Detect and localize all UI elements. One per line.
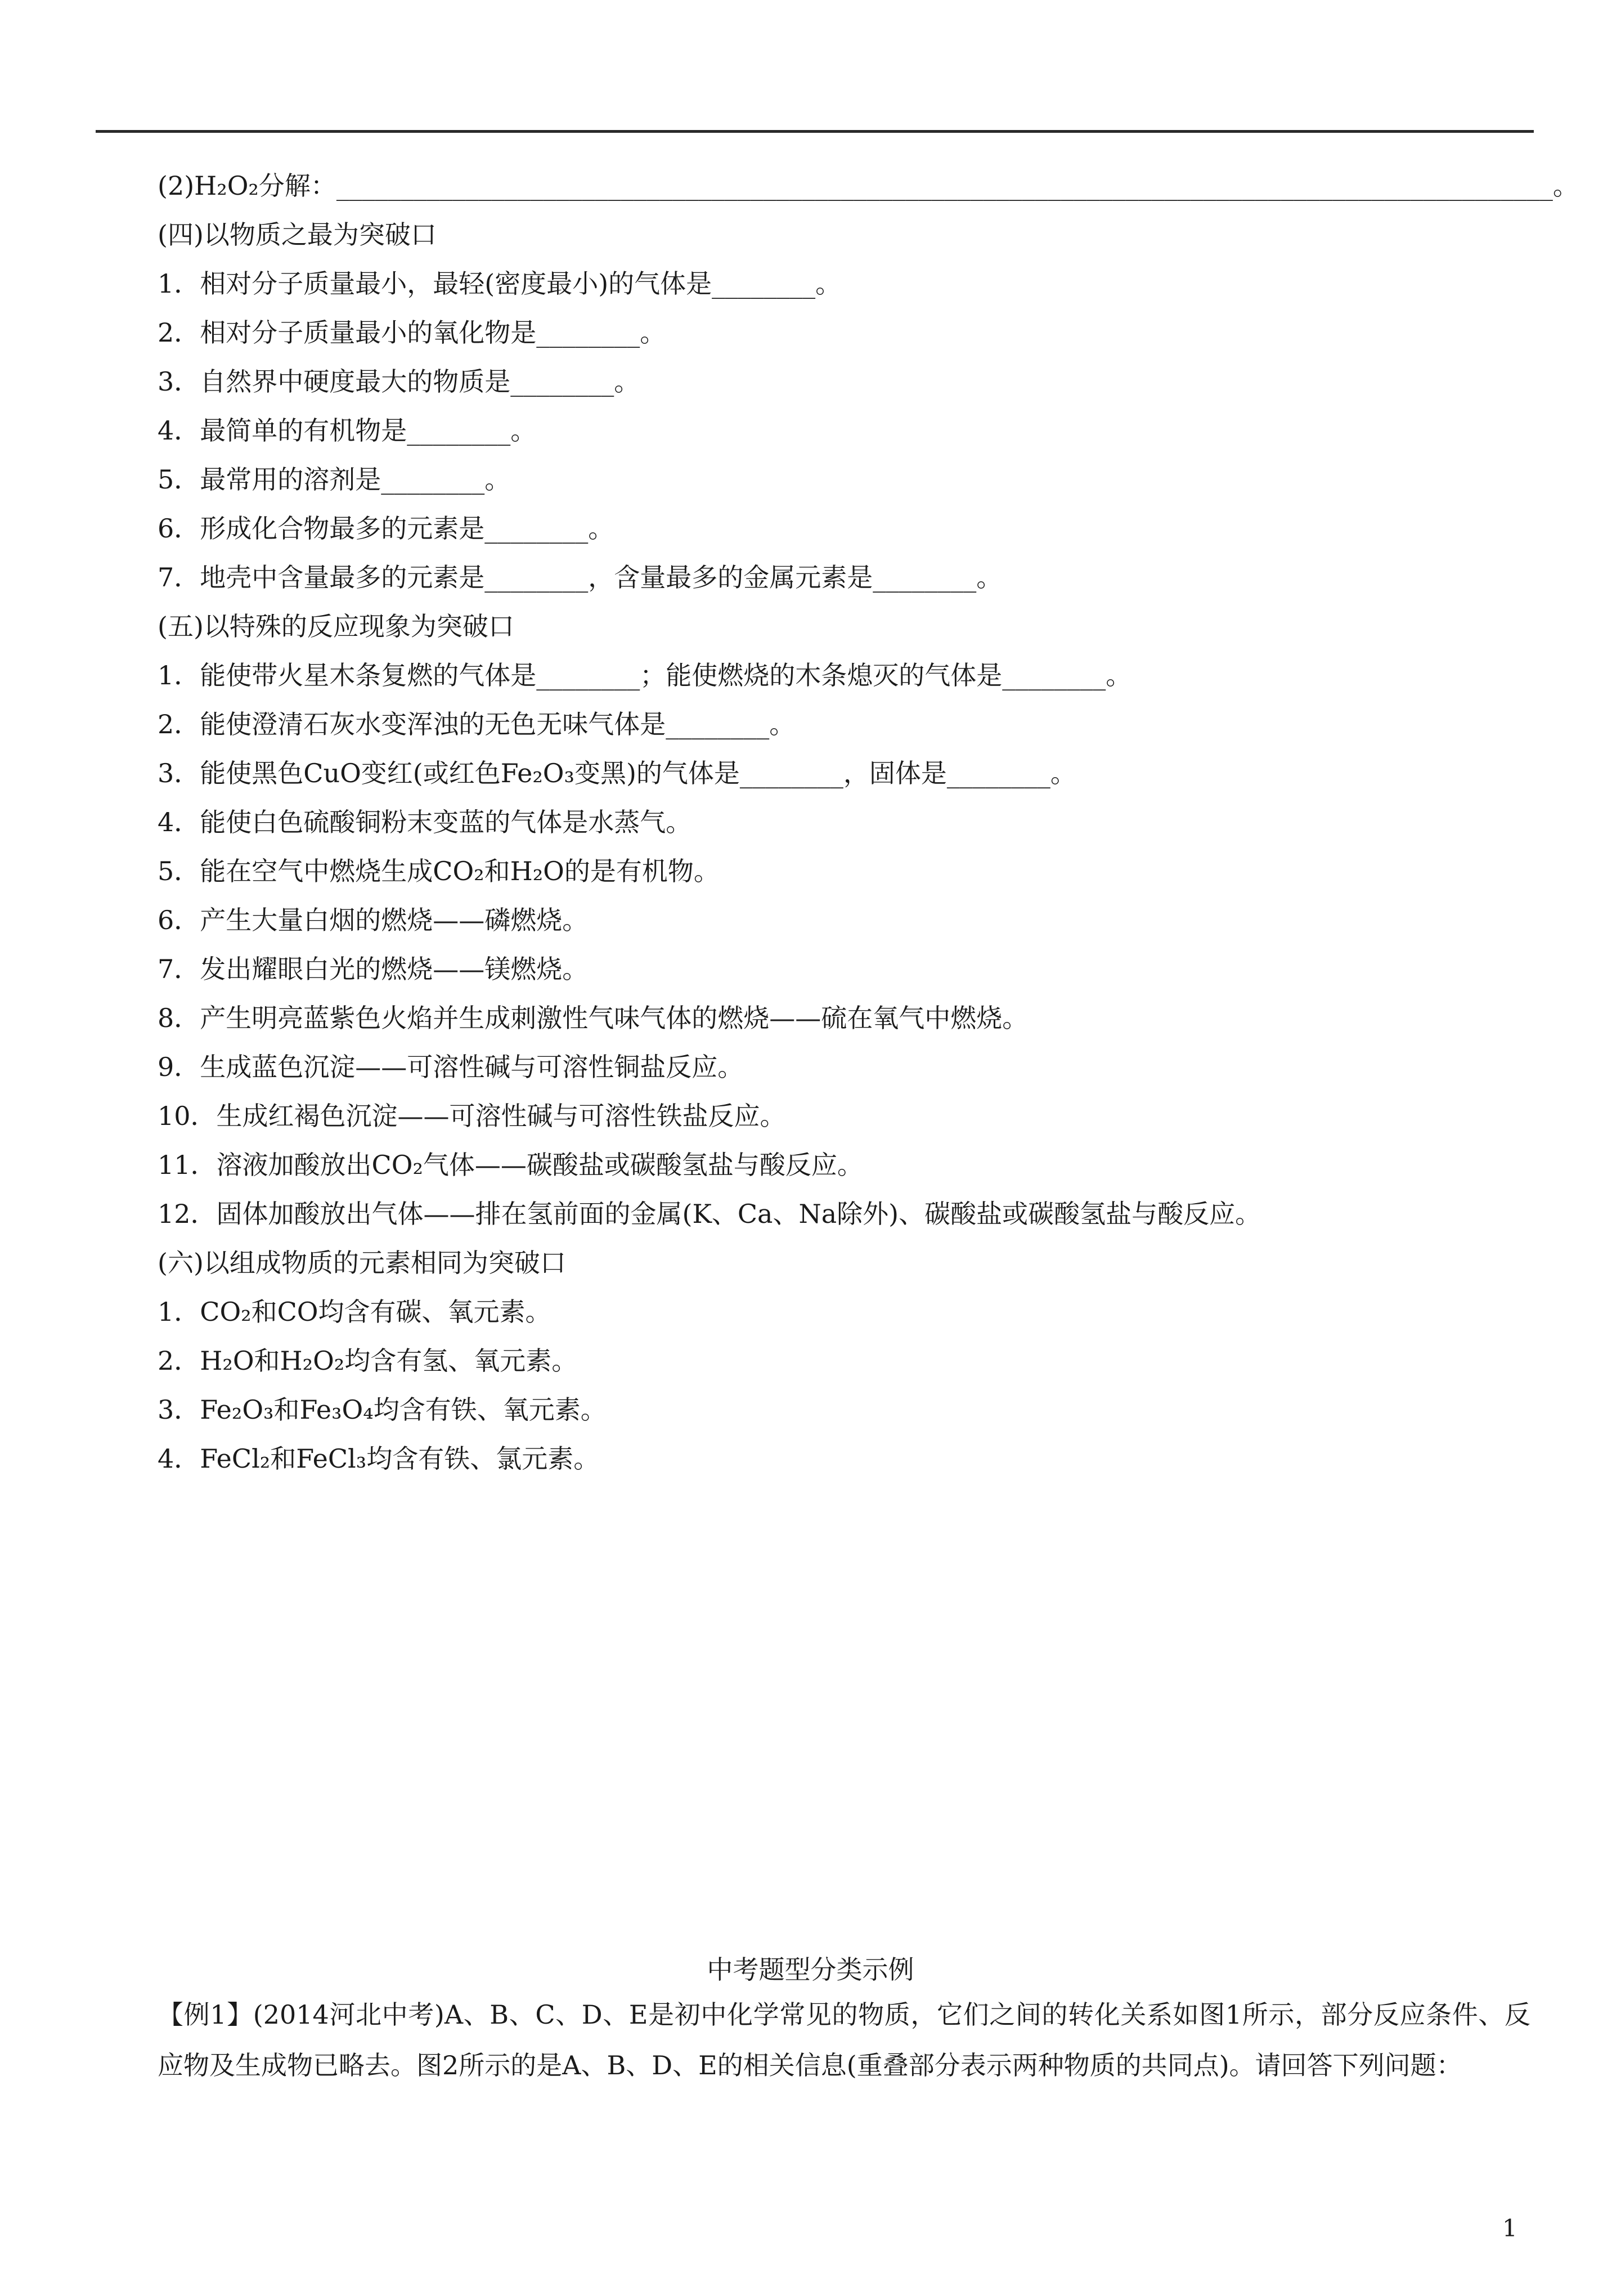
list-item: 8．产生明亮蓝紫色火焰并生成刺激性气味气体的燃烧——硫在氧气中燃烧。 xyxy=(158,1003,1029,1033)
list-item: 4．最简单的有机物是________。 xyxy=(158,415,537,446)
list-item: 3．Fe₂O₃和Fe₃O₄均含有铁、氧元素。 xyxy=(158,1394,607,1425)
list-item: 2．能使澄清石灰水变浑浊的无色无味气体是________。 xyxy=(158,709,796,739)
list-item: 10．生成红褐色沉淀——可溶性碱与可溶性铁盐反应。 xyxy=(158,1101,786,1131)
page-number: 1 xyxy=(1502,2214,1517,2242)
list-item: 4．FeCl₂和FeCl₃均含有铁、氯元素。 xyxy=(158,1443,600,1474)
list-item: 1．能使带火星木条复燃的气体是________；能使燃烧的木条熄灭的气体是________。 xyxy=(158,660,1132,690)
list-item: 6．形成化合物最多的元素是________。 xyxy=(158,513,614,544)
list-item: 3．能使黑色CuO变红(或红色Fe₂O₃变黑)的气体是________，固体是________。 xyxy=(158,758,1076,788)
list-item: 7．发出耀眼白光的燃烧——镁燃烧。 xyxy=(158,954,589,984)
section-heading: (六)以组成物质的元素相同为突破口 xyxy=(158,1248,566,1278)
list-item: 2．H₂O和H₂O₂均含有氢、氧元素。 xyxy=(158,1346,578,1376)
section-heading: (四)以物质之最为突破口 xyxy=(158,219,437,250)
list-item: 1．相对分子质量最小，最轻(密度最小)的气体是________。 xyxy=(158,268,842,299)
header-rule xyxy=(96,130,1534,133)
section-heading: (五)以特殊的反应现象为突破口 xyxy=(158,611,514,642)
list-item: 6．产生大量白烟的燃烧——磷燃烧。 xyxy=(158,905,589,935)
list-item: 3．自然界中硬度最大的物质是________。 xyxy=(158,366,640,397)
list-item: 1．CO₂和CO均含有碳、氧元素。 xyxy=(158,1297,551,1327)
list-item: 5．最常用的溶剂是________。 xyxy=(158,464,511,495)
example-paragraph: 【例1】(2014河北中考)A、B、C、D、E是初中化学常见的物质，它们之间的转化关系如图1所示，部分反应条件、反应物及生成物已略去。图2所示的是A、B、D、E的相关信息(重叠部分表示两种物质的共同点)。请回答下列问题： xyxy=(158,1999,1530,2080)
list-item: 12．固体加酸放出气体——排在氢前面的金属(K、Ca、Na除外)、碳酸盐或碳酸氢盐与酸反应。 xyxy=(158,1199,1261,1229)
list-item: 9．生成蓝色沉淀——可溶性碱与可溶性铜盐反应。 xyxy=(158,1052,744,1082)
text-line: (2)H₂O₂分解：______________________________________________________________________________________________。 xyxy=(158,171,1579,201)
list-item: 5．能在空气中燃烧生成CO₂和H₂O的是有机物。 xyxy=(158,856,720,886)
list-item: 2．相对分子质量最小的氧化物是________。 xyxy=(158,317,666,348)
list-item: 4．能使白色硫酸铜粉末变蓝的气体是水蒸气。 xyxy=(158,807,692,837)
section-title: 中考题型分类示例 xyxy=(707,1954,914,1985)
list-item: 7．地壳中含量最多的元素是________，含量最多的金属元素是________。 xyxy=(158,562,1003,593)
list-item: 11．溶液加酸放出CO₂气体——碳酸盐或碳酸氢盐与酸反应。 xyxy=(158,1150,863,1180)
